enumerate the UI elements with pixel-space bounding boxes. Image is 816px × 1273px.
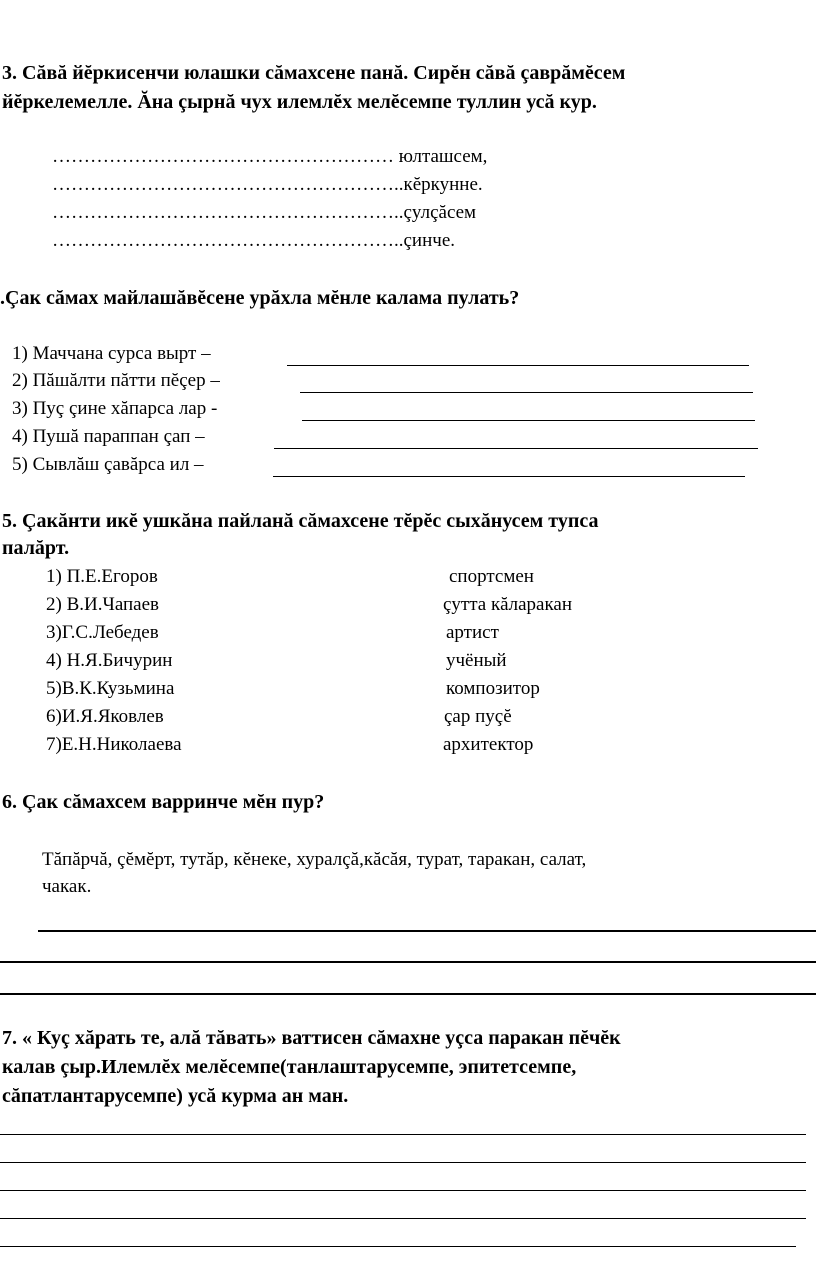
task4-item-1: 1) Маччана сурса вырт – bbox=[12, 343, 211, 364]
task5-name-6: 6)И.Я.Яковлев bbox=[46, 706, 164, 727]
task5-title-line1: 5. Çакăнти икĕ ушкăна пайланă сăмахсене тĕрĕс сыхăнусем тупса bbox=[2, 510, 599, 532]
task5-name-2: 2) В.И.Чапаев bbox=[46, 594, 160, 615]
task4-answer-line-4[interactable] bbox=[274, 448, 758, 449]
task3-fill-line-1[interactable]: ……………………………………………… юлташсем, bbox=[52, 146, 488, 167]
task4-answer-line-5[interactable] bbox=[273, 476, 745, 477]
task3-title-line2: йĕркелемелле. Ăна çырнă чух илемлĕх мелĕсемпе туллин усă кур. bbox=[2, 91, 597, 113]
task4-answer-line-2[interactable] bbox=[300, 392, 753, 393]
task5-profession-4: учёный bbox=[446, 650, 507, 671]
task7-title-line2: калав çыр.Илемлĕх мелĕсемпе(танлаштарусемпе, эпитетсемпе, bbox=[2, 1056, 577, 1078]
task7-answer-line-3[interactable] bbox=[0, 1190, 806, 1191]
task5-profession-5: композитор bbox=[446, 678, 540, 699]
task4-item-3: 3) Пуç çине хăпарса лар - bbox=[12, 398, 218, 419]
task6-title: 6. Çак сăмахсем варринче мĕн пур? bbox=[2, 791, 325, 813]
task7-answer-line-1[interactable] bbox=[0, 1134, 806, 1135]
task6-words-line2: чакак. bbox=[42, 876, 92, 897]
task7-title-line1: 7. « Куç хăрать те, алă тăвать» ваттисен сăмахне уçса паракан пĕчĕк bbox=[2, 1027, 621, 1049]
task5-profession-1: спортсмен bbox=[449, 566, 534, 587]
task7-answer-line-2[interactable] bbox=[0, 1162, 806, 1163]
task7-answer-line-5[interactable] bbox=[0, 1246, 796, 1247]
task6-words-line1: Тăпăрчă, çĕмĕрт, тутăр, кĕнеке, хуралçă,кăсăя, турат, таракан, салат, bbox=[42, 849, 587, 870]
task5-profession-7: архитектор bbox=[443, 734, 534, 755]
task3-fill-line-3[interactable]: ………………………………………………..çулçăсем bbox=[52, 202, 477, 223]
task3-fill-line-2[interactable]: ………………………………………………..кĕркунне. bbox=[52, 174, 483, 195]
task5-name-4: 4) Н.Я.Бичурин bbox=[46, 650, 173, 671]
task3-title-line1: 3. Сăвă йĕркисенчи юлашки сăмахсене панă. Сирĕн сăвă çаврăмĕсем bbox=[2, 62, 626, 84]
task7-answer-line-4[interactable] bbox=[0, 1218, 806, 1219]
task4-item-5: 5) Сывлăш çавăрса ил – bbox=[12, 454, 204, 475]
task5-name-5: 5)В.К.Кузьмина bbox=[46, 678, 175, 699]
task5-name-3: 3)Г.С.Лебедев bbox=[46, 622, 159, 643]
task5-profession-6: çар пуçĕ bbox=[444, 706, 512, 727]
task4-title: .Çак сăмах майлашăвĕсене урăхла мĕнле калама пулать? bbox=[0, 287, 520, 309]
task4-item-4: 4) Пушă параппан çап – bbox=[12, 426, 205, 447]
task6-answer-line-1[interactable] bbox=[38, 930, 816, 932]
task3-fill-line-4[interactable]: ………………………………………………..çинче. bbox=[52, 230, 456, 251]
task4-item-2: 2) Пăшăлти пăтти пĕçер – bbox=[12, 370, 220, 391]
task5-name-1: 1) П.Е.Егоров bbox=[46, 566, 158, 587]
task5-profession-3: артист bbox=[446, 622, 499, 643]
task5-name-7: 7)Е.Н.Николаева bbox=[46, 734, 182, 755]
task4-answer-line-3[interactable] bbox=[302, 420, 755, 421]
task5-profession-2: çутта кăларакан bbox=[443, 594, 573, 615]
task4-answer-line-1[interactable] bbox=[287, 365, 749, 366]
task6-answer-line-3[interactable] bbox=[0, 993, 816, 995]
task5-title-line2: палăрт. bbox=[2, 537, 70, 559]
task7-title-line3: сăпатлантарусемпе) усă курма ан ман. bbox=[2, 1085, 349, 1107]
task6-answer-line-2[interactable] bbox=[0, 961, 816, 963]
